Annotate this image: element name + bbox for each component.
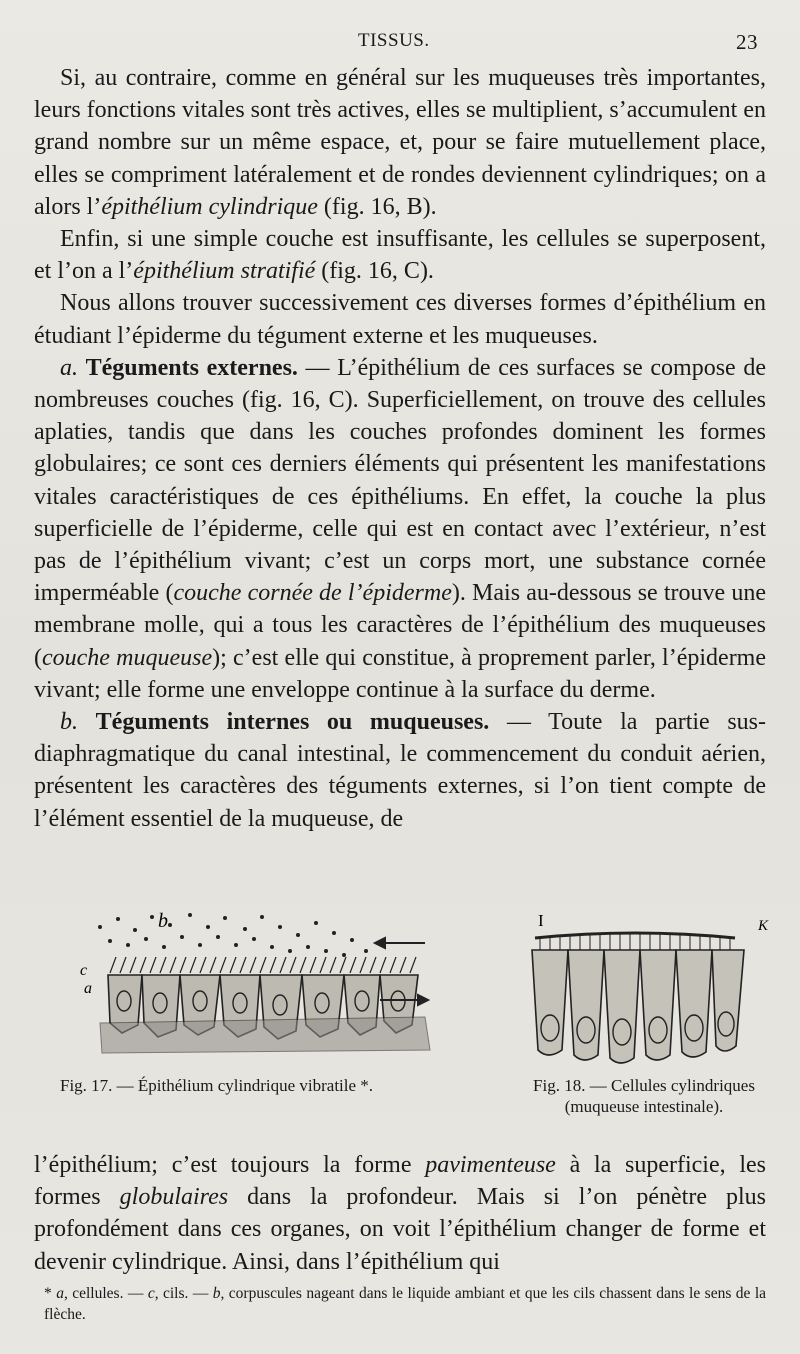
figure-18-caption: Fig. 18. — Cellules cylindriques (muqueuse intestinale). xyxy=(533,1076,755,1116)
page-number: 23 xyxy=(736,30,758,54)
paragraph-1: Si, au contraire, comme en général sur les muqueuses très importantes, leurs fonctions vitales sont très actives, elles se multiplient, s’accumulent en grand nombre sur un même espace, et, pour se faire mutuellement place, elles se compriment latéralement et de rondes deviennent cylindriques; on a alors l’épithélium cylindrique (fig. 16, B). xyxy=(34,65,766,220)
figure-17-illustration xyxy=(80,905,450,1055)
body-text-top xyxy=(34,62,766,835)
fig18-label-i: I xyxy=(538,911,544,930)
chapter-title: TISSUS. xyxy=(358,30,430,51)
section-heading-internes: Téguments internes ou muqueuses. xyxy=(95,709,490,736)
fig17-label-c: c xyxy=(80,962,88,979)
paragraph-continuation: l’épithélium; c’est toujours la forme pavimenteuse à la superficie, les formes globulaires dans la profondeur. Mais si l’on pénètre plus profondément dans ces organes, on voit l’épithélium changer de forme et devenir cylindrique. Ainsi, dans l’épithélium qui xyxy=(34,1152,767,1275)
paragraph-2: Enfin, si une simple couche est insuffisante, les cellules se superposent, et l’on a l’épithélium stratifié (fig. 16, C). xyxy=(34,226,766,285)
body-text-bottom xyxy=(34,1149,766,1278)
running-head xyxy=(0,30,800,58)
footnote: * a, cellules. — c, cils. — b, corpuscules nageant dans le liquide ambiant et que les cils chassent dans le sens de la flèche. xyxy=(44,1285,767,1323)
section-heading-externes: Téguments externes. xyxy=(85,354,298,381)
figure-18-illustration xyxy=(500,910,775,1070)
paragraph-teguments-internes: b. Téguments internes ou muqueuses. — Toute la partie sus-diaphragmatique du canal intestinal, le commencement du conduit aérien, présentent les caractères des téguments externes, si l’on tient compte de l’élément essentiel de la muqueuse, de xyxy=(34,709,767,832)
figures-area xyxy=(30,905,775,1130)
figure-17-caption: Fig. 17. — Épithélium cylindrique vibratile *. xyxy=(60,1076,374,1095)
paragraph-teguments-externes: a. Téguments externes. — L’épithélium de ces surfaces se compose de nombreuses couches (fig. 16, C). Superficiellement, on trouve des cellules aplaties, tandis que dans les couches profondes dominent les formes globulaires; ce sont ces derniers éléments qui présentent les manifestations vitales caractéristiques de ces épithéliums. En effet, la couche la plus superficielle de l’épiderme, celle qui est en contact avec l’extérieur, n’est pas de l’épithélium vivant; c’est un corps mort, une substance cornée imperméable (couche cornée de l’épiderme). Mais au-dessous se trouve une membrane molle, qui a tous les caractères de l’épithélium des muqueuses (couche muqueuse); c’est elle qui constitue, à proprement parler, l’épiderme vivant; elle forme une enveloppe continue à la surface du derme. xyxy=(34,354,767,703)
fig17-label-b: b xyxy=(158,910,168,932)
fig18-label-k: K xyxy=(758,918,769,934)
paragraph-3: Nous allons trouver successivement ces diverses formes d’épithélium en étudiant l’épiderme du tégument externe et les muqueuses. xyxy=(34,290,766,349)
fig17-label-a: a xyxy=(84,980,92,997)
